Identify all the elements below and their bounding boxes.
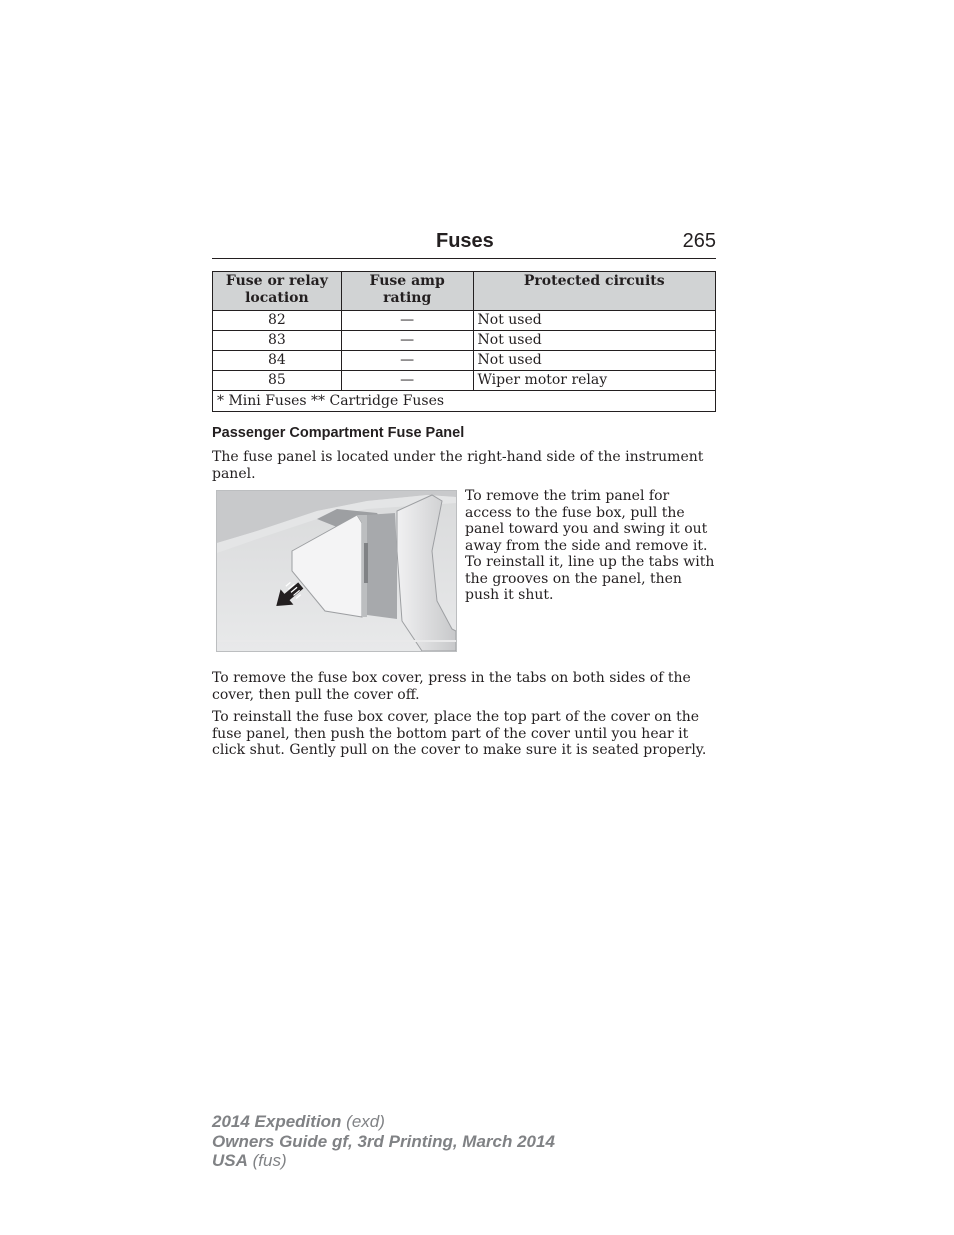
table-row	[213, 311, 716, 331]
cell-circuit: Not used	[473, 331, 715, 351]
page-footer	[212, 1112, 555, 1171]
column-header-circuits: Protected circuits	[473, 272, 715, 311]
cell-rating: —	[341, 371, 473, 391]
cell-location: 82	[213, 311, 342, 331]
cell-rating: —	[341, 311, 473, 331]
page-number: 265	[682, 230, 716, 252]
cell-circuit: Wiper motor relay	[473, 371, 715, 391]
footer-line: Owners Guide gf, 3rd Printing, March 2014	[212, 1131, 555, 1151]
cell-circuit: Not used	[473, 351, 715, 371]
table-row	[213, 351, 716, 371]
fuse-table	[212, 271, 716, 412]
table-header-row	[213, 272, 716, 311]
cell-rating: —	[341, 351, 473, 371]
cell-location: 84	[213, 351, 342, 371]
body-paragraph: To remove the fuse box cover, press in the tabs on both sides of the cover, then pull the cover off.	[212, 670, 691, 703]
page-header	[212, 230, 716, 259]
table-row	[213, 371, 716, 391]
cell-circuit: Not used	[473, 311, 715, 331]
table-row	[213, 331, 716, 351]
footer-line: 2014 Expedition (exd)	[212, 1112, 385, 1131]
cell-rating: —	[341, 331, 473, 351]
cell-location: 83	[213, 331, 342, 351]
column-header-rating: Fuse amp rating	[341, 272, 473, 311]
intro-paragraph: The fuse panel is located under the right-hand side of the instrument panel.	[212, 449, 704, 482]
section-heading: Passenger Compartment Fuse Panel	[212, 425, 465, 441]
figure-caption: To remove the trim panel for access to the fuse box, pull the panel toward you and swing it out away from the side and remove it. To reinstall it, line up the tabs with the grooves on the panel, then push it shut.	[465, 488, 715, 603]
cell-location: 85	[213, 371, 342, 391]
body-paragraph: To reinstall the fuse box cover, place the top part of the cover on the fuse panel, then push the bottom part of the cover until you hear it click shut. Gently pull on the cover to make sure it is seated properly.	[212, 709, 707, 758]
table-footnote-row	[213, 391, 716, 412]
table-footnote: * Mini Fuses ** Cartridge Fuses	[213, 391, 716, 412]
fuse-panel-illustration	[216, 490, 457, 652]
page-title: Fuses	[436, 230, 494, 252]
trim-panel-drawing	[217, 491, 456, 651]
column-header-location: Fuse or relay location	[213, 272, 342, 311]
footer-line: USA (fus)	[212, 1151, 287, 1170]
